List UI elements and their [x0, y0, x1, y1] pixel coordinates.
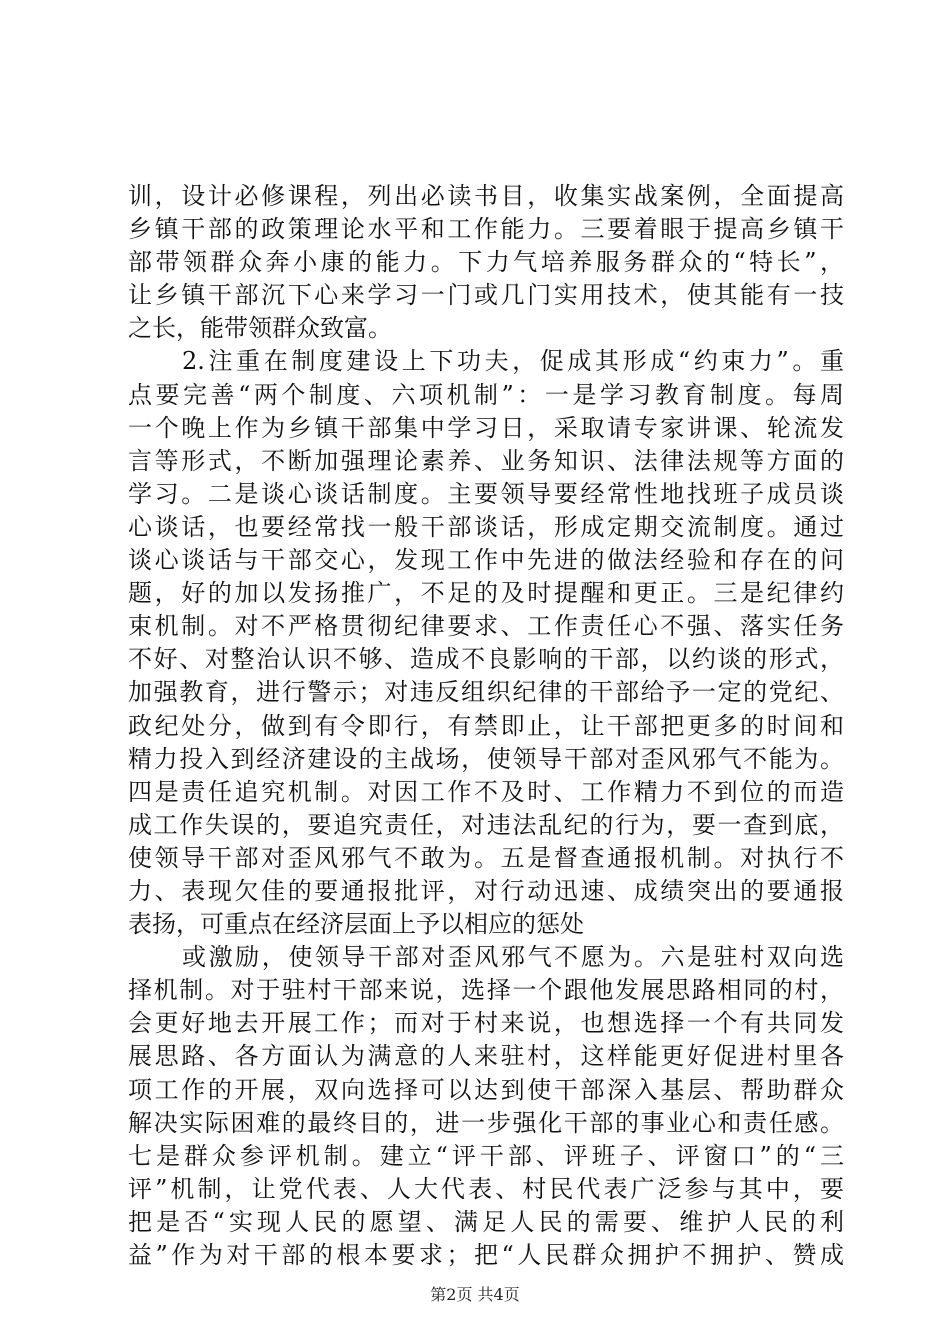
text-line: 点要完善“两个制度、六项机制”：一是学习教育制度。每周 — [128, 380, 844, 409]
text-line: 让乡镇干部沉下心来学习一门或几门实用技术，使其能有一技 — [128, 281, 844, 310]
text-line: 表扬，可重点在经济层面上予以相应的惩处 — [128, 910, 584, 939]
text-line: 一个晚上作为乡镇干部集中学习日，采取请专家讲课、轮流发 — [128, 413, 844, 442]
document-body — [128, 180, 844, 1272]
paragraph-start-line: 2.注重在制度建设上下功夫，促成其形成“约束力”。重 — [182, 347, 844, 376]
text-line: 政纪处分，做到有令即行，有禁即止，让干部把更多的时间和 — [128, 711, 844, 740]
text-line: 谈心谈话与干部交心，发现工作中先进的做法经验和存在的问 — [128, 546, 844, 575]
text-line: 四是责任追究机制。对因工作不及时、工作精力不到位的而造 — [128, 777, 844, 806]
text-line: 力、表现欠佳的要通报批评，对行动迅速、成绩突出的要通报 — [128, 876, 844, 905]
text-line: 精力投入到经济建设的主战场，使领导干部对歪风邪气不能为。 — [128, 744, 844, 773]
text-line: 项工作的开展，双向选择可以达到使干部深入基层、帮助群众 — [128, 1075, 844, 1104]
text-line: 学习。二是谈心谈话制度。主要领导要经常性地找班子成员谈 — [128, 479, 844, 508]
text-line: 不好、对整治认识不够、造成不良影响的干部，以约谈的形式， — [128, 645, 844, 674]
text-line: 加强教育，进行警示；对违反组织纪律的干部给予一定的党纪、 — [128, 678, 844, 707]
text-line: 展思路、各方面认为满意的人来驻村，这样能更好促进村里各 — [128, 1042, 844, 1071]
text-line: 评”机制，让党代表、人大代表、村民代表广泛参与其中，要 — [128, 1174, 844, 1203]
text-line: 部带领群众奔小康的能力。下力气培养服务群众的“特长”， — [128, 248, 844, 277]
text-line: 束机制。对不严格贯彻纪律要求、工作责任心不强、落实任务 — [128, 612, 844, 641]
paragraph-start-line: 或激励，使领导干部对歪风邪气不愿为。六是驻村双向选 — [182, 943, 844, 972]
text-line: 益”作为对干部的根本要求；把“人民群众拥护不拥护、赞成 — [128, 1241, 844, 1269]
text-line: 题，好的加以发扬推广，不足的及时提醒和更正。三是纪律约 — [128, 579, 844, 608]
text-line: 乡镇干部的政策理论水平和工作能力。三要着眼于提高乡镇干 — [128, 215, 844, 244]
text-line: 会更好地去开展工作；而对于村来说，也想选择一个有共同发 — [128, 1009, 844, 1038]
text-line: 训，设计必修课程，列出必读书目，收集实战案例，全面提高 — [128, 182, 844, 210]
text-line: 心谈话，也要经常找一般干部谈话，形成定期交流制度。通过 — [128, 512, 844, 541]
text-line: 解决实际困难的最终目的，进一步强化干部的事业心和责任感。 — [128, 1108, 844, 1137]
text-line: 成工作失误的，要追究责任，对违法乱纪的行为，要一查到底， — [128, 810, 844, 839]
text-line: 言等形式，不断加强理论素养、业务知识、法律法规等方面的 — [128, 446, 844, 475]
text-line: 七是群众参评机制。建立“评干部、评班子、评窗口”的“三 — [128, 1141, 844, 1170]
text-line: 之长，能带领群众致富。 — [128, 314, 392, 343]
text-line: 使领导干部对歪风邪气不敢为。五是督查通报机制。对执行不 — [128, 843, 844, 872]
text-line: 把是否“实现人民的愿望、满足人民的需要、维护人民的利 — [128, 1207, 844, 1236]
page-number-footer: 第2页 共4页 — [430, 1285, 520, 1304]
text-line: 择机制。对于驻村干部来说，选择一个跟他发展思路相同的村， — [128, 976, 844, 1005]
